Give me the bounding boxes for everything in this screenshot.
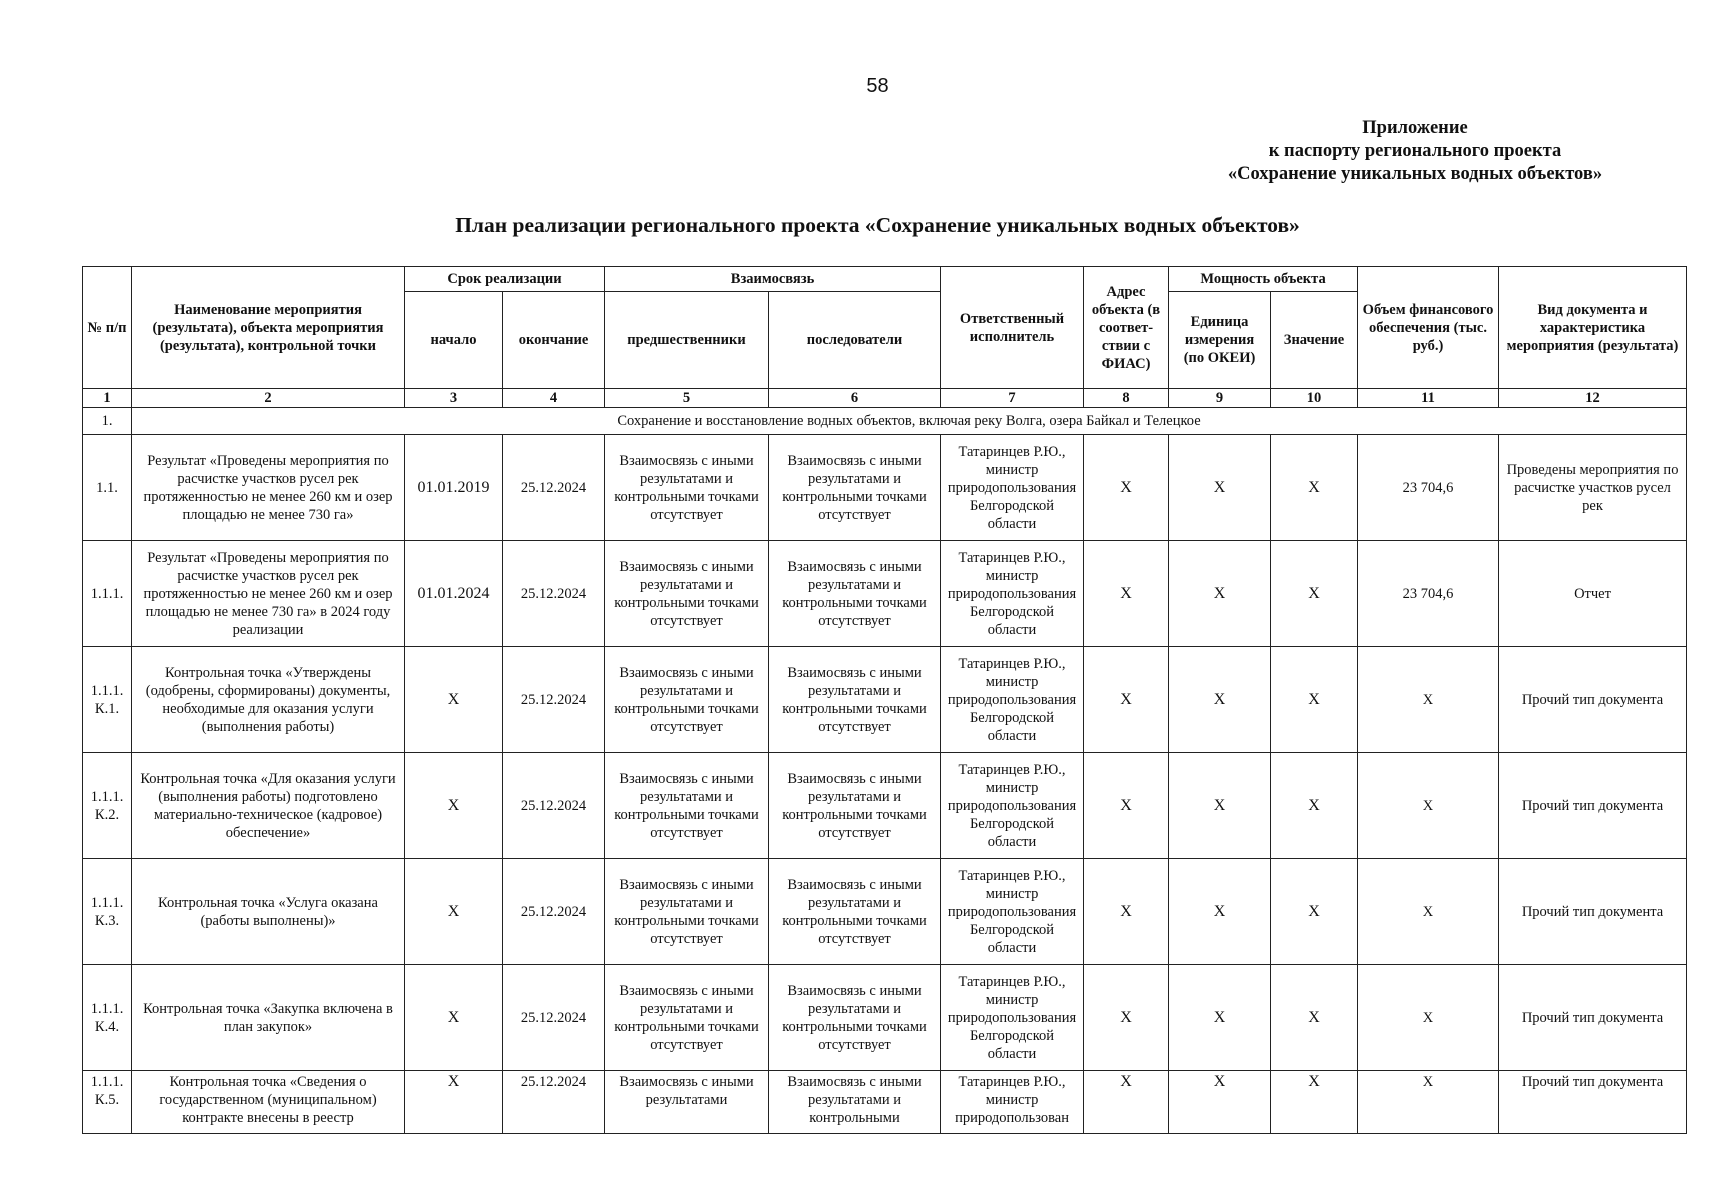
section-num: 1. xyxy=(83,408,132,435)
row-num: 1.1.1. К.4. xyxy=(83,965,132,1071)
row-successors: Взаимосвязь с иными результатами и контрольными точками отсутствует xyxy=(769,647,941,753)
row-unit: X xyxy=(1169,753,1271,859)
row-address: X xyxy=(1084,1071,1169,1134)
row-predecessors: Взаимосвязь с иными результатами xyxy=(605,1071,769,1134)
row-end: 25.12.2024 xyxy=(503,753,605,859)
row-predecessors: Взаимосвязь с иными результатами и контрольными точками отсутствует xyxy=(605,753,769,859)
row-value: X xyxy=(1271,541,1358,647)
row-start: 01.01.2024 xyxy=(405,541,503,647)
column-number: 6 xyxy=(769,389,941,408)
row-start: 01.01.2019 xyxy=(405,435,503,541)
row-value: X xyxy=(1271,435,1358,541)
table-row xyxy=(83,647,1687,753)
row-num: 1.1.1. К.5. xyxy=(83,1071,132,1134)
header-num: № п/п xyxy=(83,267,132,389)
row-responsible: Татаринцев Р.Ю., министр природопользования Белгородской области xyxy=(941,753,1084,859)
row-doc-type: Прочий тип документа xyxy=(1499,647,1687,753)
row-funding: 23 704,6 xyxy=(1358,435,1499,541)
column-number: 9 xyxy=(1169,389,1271,408)
row-name: Контрольная точка «Закупка включена в план закупок» xyxy=(132,965,405,1071)
header-end: окончание xyxy=(503,292,605,389)
row-unit: X xyxy=(1169,965,1271,1071)
table-header xyxy=(83,267,1687,408)
row-responsible: Татаринцев Р.Ю., министр природопользован xyxy=(941,1071,1084,1134)
row-successors: Взаимосвязь с иными результатами и контрольными точками отсутствует xyxy=(769,859,941,965)
row-funding: X xyxy=(1358,965,1499,1071)
row-end: 25.12.2024 xyxy=(503,859,605,965)
row-end: 25.12.2024 xyxy=(503,541,605,647)
header-successors: последователи xyxy=(769,292,941,389)
row-funding: X xyxy=(1358,1071,1499,1134)
row-doc-type: Прочий тип документа xyxy=(1499,753,1687,859)
row-funding: X xyxy=(1358,859,1499,965)
row-unit: X xyxy=(1169,1071,1271,1134)
row-name: Контрольная точка «Сведения о государственном (муниципальном) контракте внесены в реестр xyxy=(132,1071,405,1134)
appendix-line-2: к паспорту регионального проекта xyxy=(1268,141,1562,161)
plan-rows xyxy=(83,435,1687,1134)
row-value: X xyxy=(1271,1071,1358,1134)
row-end: 25.12.2024 xyxy=(503,1071,605,1134)
table-row xyxy=(83,435,1687,541)
row-num: 1.1. xyxy=(83,435,132,541)
row-predecessors: Взаимосвязь с иными результатами и контрольными точками отсутствует xyxy=(605,541,769,647)
row-responsible: Татаринцев Р.Ю., министр природопользования Белгородской области xyxy=(941,435,1084,541)
row-address: X xyxy=(1084,859,1169,965)
row-start: X xyxy=(405,965,503,1071)
row-doc-type: Прочий тип документа xyxy=(1499,859,1687,965)
row-predecessors: Взаимосвязь с иными результатами и контрольными точками отсутствует xyxy=(605,965,769,1071)
row-funding: X xyxy=(1358,753,1499,859)
row-name: Результат «Проведены мероприятия по расчистке участков русел рек протяженностью не менее 260 км и озер площадью не менее 730 га» в 2024 году реализации xyxy=(132,541,405,647)
row-value: X xyxy=(1271,753,1358,859)
row-name: Контрольная точка «Утверждены (одобрены, сформированы) документы, необходимые для оказания услуги (выполнения работы) xyxy=(132,647,405,753)
header-capacity: Мощность объекта xyxy=(1169,267,1358,292)
row-name: Результат «Проведены мероприятия по расчистке участков русел рек протяженностью не менее 260 км и озер площадью не менее 730 га» xyxy=(132,435,405,541)
row-predecessors: Взаимосвязь с иными результатами и контрольными точками отсутствует xyxy=(605,435,769,541)
column-number: 1 xyxy=(83,389,132,408)
row-successors: Взаимосвязь с иными результатами и контрольными точками отсутствует xyxy=(769,753,941,859)
column-number: 2 xyxy=(132,389,405,408)
row-end: 25.12.2024 xyxy=(503,435,605,541)
column-number: 3 xyxy=(405,389,503,408)
table-row xyxy=(83,1071,1687,1134)
table-row xyxy=(83,859,1687,965)
row-responsible: Татаринцев Р.Ю., министр природопользования Белгородской области xyxy=(941,647,1084,753)
header-period: Срок реализации xyxy=(405,267,605,292)
row-address: X xyxy=(1084,965,1169,1071)
row-unit: X xyxy=(1169,541,1271,647)
row-end: 25.12.2024 xyxy=(503,965,605,1071)
row-address: X xyxy=(1084,753,1169,859)
row-name: Контрольная точка «Услуга оказана (работы выполнены)» xyxy=(132,859,405,965)
row-start: X xyxy=(405,753,503,859)
appendix-line-1: Приложение xyxy=(1362,118,1468,138)
section-row xyxy=(83,408,1687,435)
row-num: 1.1.1. К.1. xyxy=(83,647,132,753)
column-number: 12 xyxy=(1499,389,1687,408)
header-address: Адрес объекта (в соответ- ствии с ФИАС) xyxy=(1084,267,1169,389)
row-doc-type: Отчет xyxy=(1499,541,1687,647)
header-name: Наименование мероприятия (результата), объекта мероприятия (результата), контрольной точки xyxy=(132,267,405,389)
row-doc-type: Прочий тип документа xyxy=(1499,965,1687,1071)
row-address: X xyxy=(1084,435,1169,541)
row-doc-type: Прочий тип документа xyxy=(1499,1071,1687,1134)
row-unit: X xyxy=(1169,647,1271,753)
header-unit: Единица измерения (по ОКЕИ) xyxy=(1169,292,1271,389)
header-funding: Объем финансового обеспечения (тыс. руб.) xyxy=(1358,267,1499,389)
row-responsible: Татаринцев Р.Ю., министр природопользования Белгородской области xyxy=(941,541,1084,647)
column-number: 11 xyxy=(1358,389,1499,408)
row-successors: Взаимосвязь с иными результатами и контрольными точками отсутствует xyxy=(769,965,941,1071)
row-successors: Взаимосвязь с иными результатами и контрольными точками отсутствует xyxy=(769,435,941,541)
row-doc-type: Проведены мероприятия по расчистке участков русел рек xyxy=(1499,435,1687,541)
appendix-line-3: «Сохранение уникальных водных объектов» xyxy=(1227,164,1603,184)
row-predecessors: Взаимосвязь с иными результатами и контрольными точками отсутствует xyxy=(605,647,769,753)
row-num: 1.1.1. К.3. xyxy=(83,859,132,965)
row-unit: X xyxy=(1169,859,1271,965)
table-row xyxy=(83,753,1687,859)
table-row xyxy=(83,965,1687,1071)
row-value: X xyxy=(1271,647,1358,753)
page-number: 58 xyxy=(866,75,889,97)
table-row xyxy=(83,541,1687,647)
row-start: X xyxy=(405,647,503,753)
row-successors: Взаимосвязь с иными результатами и контрольными точками отсутствует xyxy=(769,541,941,647)
row-value: X xyxy=(1271,965,1358,1071)
header-relation: Взаимосвязь xyxy=(605,267,941,292)
row-responsible: Татаринцев Р.Ю., министр природопользования Белгородской области xyxy=(941,965,1084,1071)
column-number: 10 xyxy=(1271,389,1358,408)
table-body xyxy=(83,408,1687,435)
column-number: 7 xyxy=(941,389,1084,408)
appendix-heading xyxy=(1195,117,1635,186)
implementation-plan-table xyxy=(82,266,1687,1134)
row-value: X xyxy=(1271,859,1358,965)
header-doc-type: Вид документа и характеристика мероприятия (результата) xyxy=(1499,267,1687,389)
row-num: 1.1.1. xyxy=(83,541,132,647)
row-predecessors: Взаимосвязь с иными результатами и контрольными точками отсутствует xyxy=(605,859,769,965)
document-title: План реализации регионального проекта «Сохранение уникальных водных объектов» xyxy=(455,213,1300,237)
row-responsible: Татаринцев Р.Ю., министр природопользования Белгородской области xyxy=(941,859,1084,965)
row-start: X xyxy=(405,859,503,965)
column-number-row xyxy=(83,389,1687,408)
row-start: X xyxy=(405,1071,503,1134)
section-title: Сохранение и восстановление водных объектов, включая реку Волга, озера Байкал и Телецкое xyxy=(132,408,1687,435)
column-number: 8 xyxy=(1084,389,1169,408)
column-number: 4 xyxy=(503,389,605,408)
header-predecessors: предшественники xyxy=(605,292,769,389)
row-successors: Взаимосвязь с иными результатами и контрольными xyxy=(769,1071,941,1134)
row-funding: 23 704,6 xyxy=(1358,541,1499,647)
header-start: начало xyxy=(405,292,503,389)
header-value: Значение xyxy=(1271,292,1358,389)
column-number: 5 xyxy=(605,389,769,408)
row-name: Контрольная точка «Для оказания услуги (выполнения работы) подготовлено материально-техническое (кадровое) обеспечение» xyxy=(132,753,405,859)
row-unit: X xyxy=(1169,435,1271,541)
row-funding: X xyxy=(1358,647,1499,753)
row-end: 25.12.2024 xyxy=(503,647,605,753)
row-address: X xyxy=(1084,647,1169,753)
row-num: 1.1.1. К.2. xyxy=(83,753,132,859)
row-address: X xyxy=(1084,541,1169,647)
header-responsible: Ответственный исполнитель xyxy=(941,267,1084,389)
